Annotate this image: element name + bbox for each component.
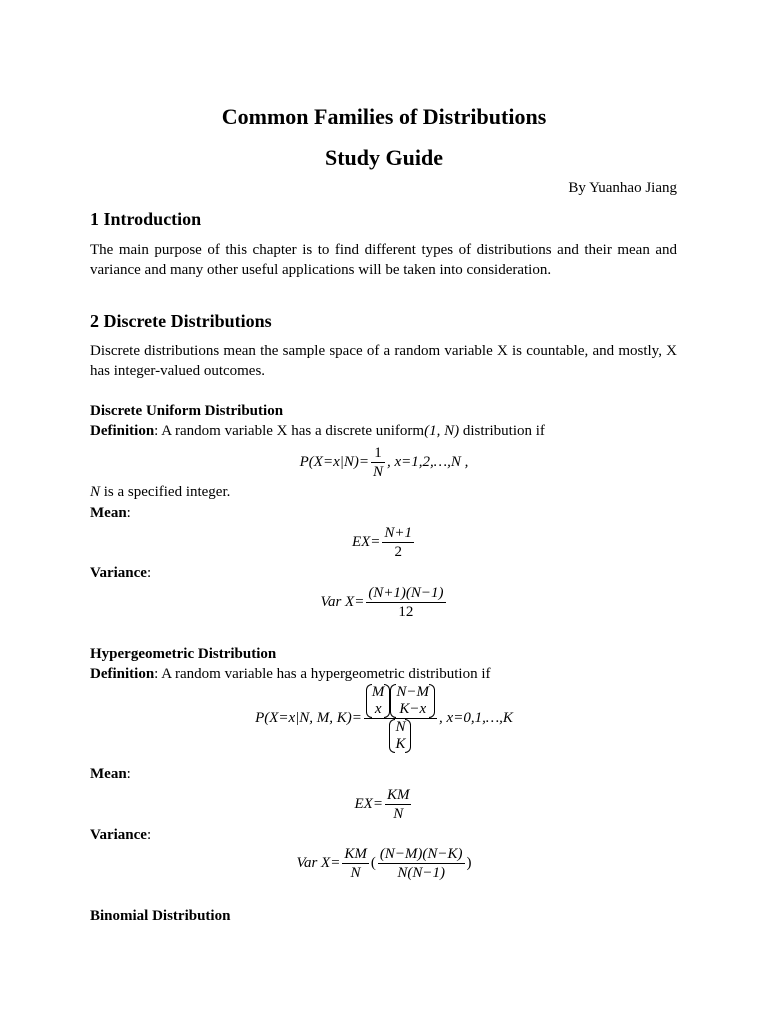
fraction (364, 684, 437, 753)
label-colon: : (146, 827, 152, 843)
uniform-variance-equation (0, 584, 768, 621)
binomial-coefficient (366, 684, 391, 718)
fraction-denominator: N(N−1) (397, 865, 445, 881)
fraction (378, 845, 465, 882)
fraction-numerator: (N+1)(N−1) (368, 585, 444, 601)
uniform-definition (90, 421, 545, 441)
label-colon: : (126, 505, 131, 521)
label-colon: : (126, 766, 131, 782)
document-title: Common Families of Distributions (221, 104, 547, 129)
binomial-coefficient (390, 684, 435, 718)
equation-lhs: P(X=x|N, M, K)= (255, 709, 362, 726)
binom-bottom: K (395, 736, 406, 752)
document-subtitle: Study Guide (325, 145, 443, 170)
close-paren: ) (466, 854, 472, 871)
uniform-variance-label-line (90, 563, 151, 583)
definition-text: : A random variable has a hypergeometric distribution if (154, 666, 491, 682)
uniform-parameters: (1, N) (424, 423, 460, 439)
binomial-coefficient (389, 719, 411, 753)
definition-label: Definition (90, 666, 155, 682)
equation-rhs: , x=1,2,…,N , (387, 453, 469, 470)
fraction-numerator: 1 (371, 444, 385, 463)
fraction (385, 786, 412, 823)
hypergeometric-pmf-equation (0, 684, 768, 753)
uniform-pmf-equation (0, 444, 768, 481)
equation-lhs: P(X=x|N)= (299, 453, 369, 470)
variance-label: Variance (90, 827, 147, 843)
label-colon: : (146, 565, 152, 581)
uniform-heading: Discrete Uniform Distribution (90, 403, 284, 419)
fraction (371, 444, 385, 481)
fraction-denominator (364, 719, 437, 753)
fraction (366, 584, 445, 621)
note-variable: N (90, 484, 101, 500)
hypergeometric-definition (90, 664, 490, 684)
uniform-mean-equation (0, 524, 768, 561)
equation-lhs: Var X= (320, 593, 365, 610)
fraction-numerator: KM (386, 787, 410, 803)
definition-text: : A random variable X has a discrete uniform (154, 423, 425, 439)
uniform-mean-label-line (90, 503, 131, 523)
fraction-denominator: N (393, 806, 404, 822)
section-heading-introduction: 1 Introduction (90, 209, 202, 229)
introduction-paragraph: The main purpose of this chapter is to find different types of distributions and their mean and variance and many other useful applications will be taken into consideration. (90, 242, 677, 278)
author-line: By Yuanhao Jiang (568, 180, 677, 196)
equation-lhs: Var X= (296, 854, 341, 871)
discrete-paragraph: Discrete distributions mean the sample space of a random variable X is countable, and mostly, X has integer-valued outcomes. (90, 343, 677, 379)
fraction-numerator: N+1 (384, 525, 413, 541)
binom-top: N−M (396, 684, 430, 700)
definition-label: Definition (90, 423, 155, 439)
note-text: is a specified integer. (100, 484, 231, 500)
binom-bottom: x (374, 701, 382, 717)
mean-label: Mean (90, 766, 127, 782)
binom-top: M (371, 684, 385, 700)
equation-rhs: , x=0,1,…,K (439, 709, 513, 726)
fraction-numerator: (N−M)(N−K) (379, 846, 463, 862)
binomial-heading: Binomial Distribution (90, 908, 231, 924)
binom-bottom: K−x (399, 701, 427, 717)
definition-tail: distribution if (459, 423, 545, 439)
fraction (342, 845, 369, 882)
hypergeometric-heading: Hypergeometric Distribution (90, 646, 277, 662)
fraction (382, 524, 414, 561)
variance-label: Variance (90, 565, 147, 581)
uniform-note (90, 482, 230, 502)
equation-lhs: EX= (354, 795, 383, 812)
fraction-denominator: N (372, 464, 383, 480)
mean-label: Mean (90, 505, 127, 521)
fraction-denominator: N (350, 865, 361, 881)
fraction-denominator: 12 (398, 604, 414, 620)
fraction-numerator: KM (344, 846, 367, 862)
section-heading-discrete: 2 Discrete Distributions (90, 311, 272, 331)
fraction-denominator: 2 (394, 544, 402, 560)
binom-top: N (395, 719, 406, 735)
equation-lhs: EX= (351, 533, 381, 550)
hypergeometric-mean-label-line (90, 764, 131, 784)
hypergeometric-variance-equation (0, 845, 768, 882)
fraction-numerator (364, 684, 437, 719)
hypergeometric-variance-label-line (90, 825, 151, 845)
open-paren: ( (370, 854, 376, 871)
hypergeometric-mean-equation (0, 786, 768, 823)
